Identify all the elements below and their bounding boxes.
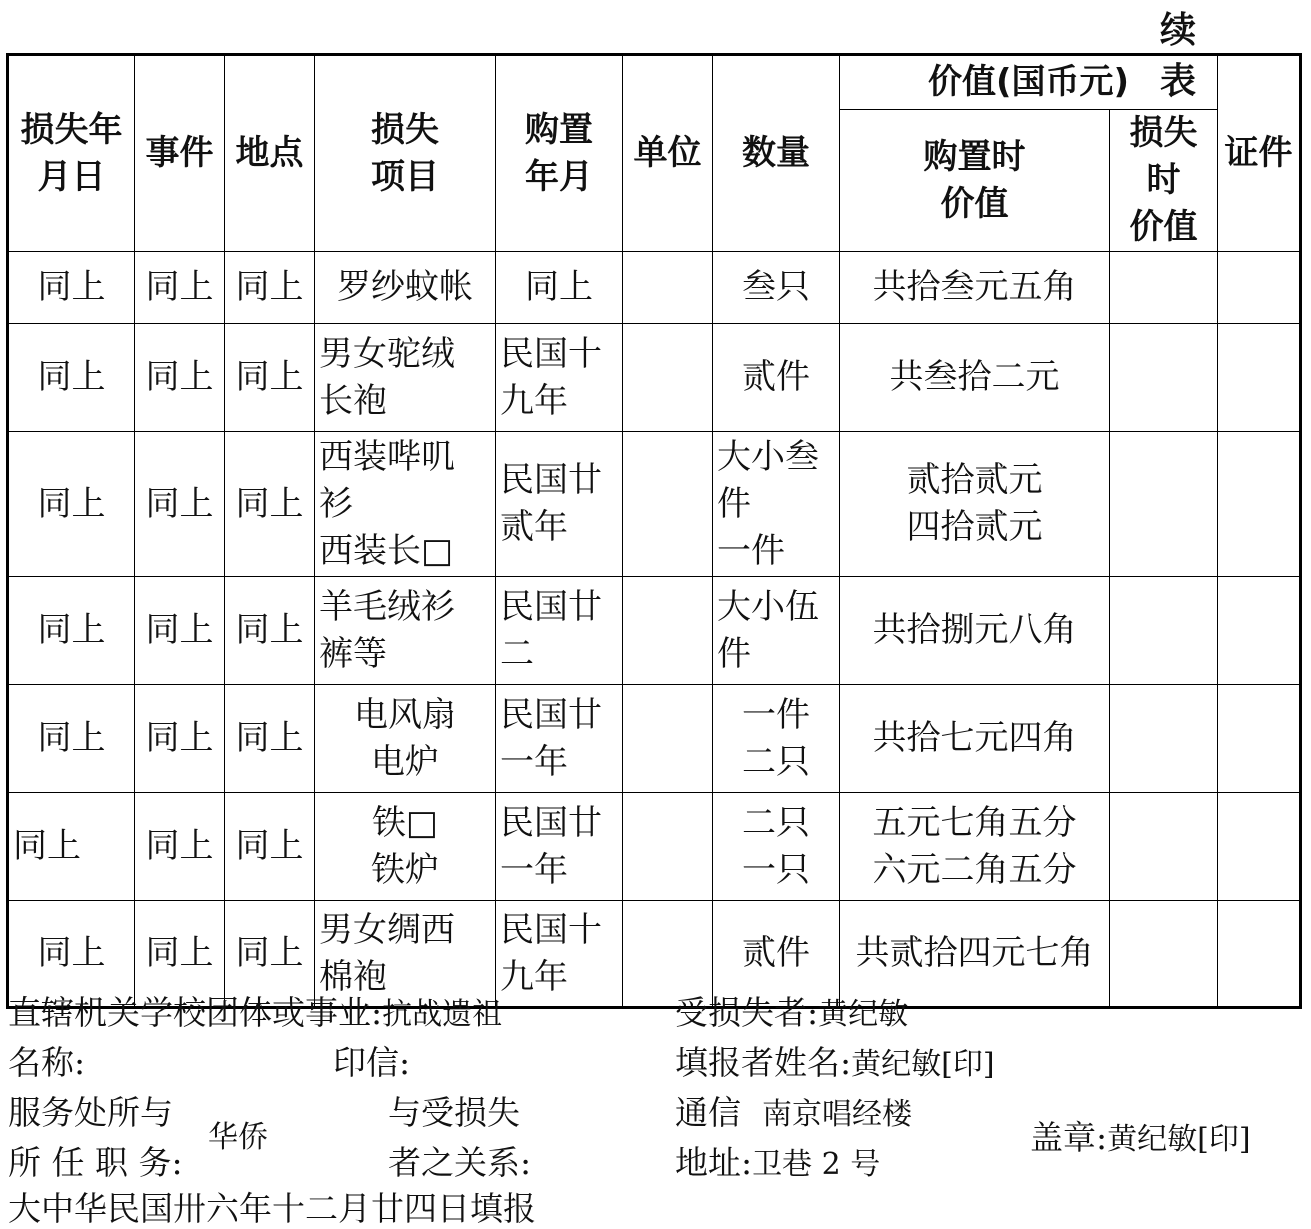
cell-event: 同上 — [135, 793, 225, 901]
cell-evidence — [1218, 577, 1301, 685]
cell-place: 同上 — [225, 252, 315, 324]
cell-date: 同上 — [8, 793, 135, 901]
cell-event: 同上 — [135, 252, 225, 324]
cell-evidence — [1218, 432, 1301, 577]
victim-label: 受损失者:黄纪敏 — [675, 993, 909, 1032]
cell-item: 男女驼绒 长袍 — [315, 324, 496, 432]
cell-evidence — [1218, 793, 1301, 901]
cell-evidence — [1218, 252, 1301, 324]
cell-place: 同上 — [225, 577, 315, 685]
cell-value: 共拾捌元八角 — [840, 577, 1110, 685]
header-value-purchase: 购置时 价值 — [840, 110, 1110, 252]
cell-purchase: 民国廿 二 — [496, 577, 623, 685]
cell-loss-value — [1110, 577, 1218, 685]
cell-value: 共叁拾二元 — [840, 324, 1110, 432]
header-unit: 单位 — [623, 55, 713, 252]
cell-loss-value — [1110, 901, 1218, 1008]
cell-value: 五元七角五分 六元二角五分 — [840, 793, 1110, 901]
cell-unit — [623, 577, 713, 685]
cell-value: 共拾叁元五角 — [840, 252, 1110, 324]
cell-evidence — [1218, 685, 1301, 793]
cell-event: 同上 — [135, 577, 225, 685]
header-place: 地点 — [225, 55, 315, 252]
cell-event: 同上 — [135, 432, 225, 577]
reporter-label: 填报者姓名:黄纪敏[印] — [675, 1043, 995, 1082]
header-purchase-date: 购置 年月 — [496, 55, 623, 252]
cell-unit — [623, 685, 713, 793]
header-quantity: 数量 — [713, 55, 840, 252]
cell-qty: 大小伍 件 — [713, 577, 840, 685]
cell-place: 同上 — [225, 432, 315, 577]
cell-date: 同上 — [8, 252, 135, 324]
cell-loss-value — [1110, 685, 1218, 793]
table-row — [8, 252, 1301, 324]
cell-event: 同上 — [135, 685, 225, 793]
stamp-label: 盖章:黄纪敏[印] — [1030, 1118, 1251, 1157]
cell-date: 同上 — [8, 324, 135, 432]
header-value-group: 价值(国币元) — [840, 55, 1218, 110]
relation-label: 与受损失 — [388, 1093, 520, 1132]
cell-purchase: 民国廿 一年 — [496, 793, 623, 901]
cell-place: 同上 — [225, 901, 315, 1008]
cell-date: 同上 — [8, 685, 135, 793]
cell-value: 共贰拾四元七角 — [840, 901, 1110, 1008]
table-row — [8, 793, 1301, 901]
cell-qty: 叁只 — [713, 252, 840, 324]
org-name-label: 直辖机关学校团体或事业:抗战遗祖 — [8, 993, 503, 1032]
cell-loss-value — [1110, 793, 1218, 901]
cell-item: 羊毛绒衫 裤等 — [315, 577, 496, 685]
header-value-loss: 损失时 价值 — [1110, 110, 1218, 252]
cell-unit — [623, 252, 713, 324]
header-item: 损失 项目 — [315, 55, 496, 252]
cell-item: 西装哔叽 衫 西装长□ — [315, 432, 496, 577]
relation-label-cont: 者之关系: — [388, 1143, 532, 1182]
cell-purchase: 民国廿 贰年 — [496, 432, 623, 577]
cell-loss-value — [1110, 432, 1218, 577]
cell-item: 铁□ 铁炉 — [315, 793, 496, 901]
cell-qty: 一件 二只 — [713, 685, 840, 793]
cell-purchase: 同上 — [496, 252, 623, 324]
cell-date: 同上 — [8, 577, 135, 685]
office-label: 服务处所与 — [8, 1093, 173, 1132]
header-loss-date: 损失年 月日 — [8, 55, 135, 252]
victim-value: 黄纪敏 — [818, 997, 909, 1032]
reporter-value: 黄纪敏[印] — [851, 1047, 995, 1082]
header-evidence: 证件 — [1218, 55, 1301, 252]
cell-value: 共拾七元四角 — [840, 685, 1110, 793]
cell-item: 男女绸西 棉袍 — [315, 901, 496, 1008]
cell-unit — [623, 901, 713, 1008]
org-name-label-cont: 名称: — [8, 1043, 86, 1082]
office-label-cont: 所 任 职 务: — [8, 1143, 183, 1182]
cell-qty: 二只 一只 — [713, 793, 840, 901]
cell-loss-value — [1110, 324, 1218, 432]
table-row — [8, 432, 1301, 577]
cell-qty: 贰件 — [713, 901, 840, 1008]
cell-unit — [623, 432, 713, 577]
cell-purchase: 民国十 九年 — [496, 324, 623, 432]
cell-unit — [623, 793, 713, 901]
table-row — [8, 324, 1301, 432]
cell-purchase: 民国廿 一年 — [496, 685, 623, 793]
cell-date: 同上 — [8, 901, 135, 1008]
table-row — [8, 685, 1301, 793]
continued-table-label: 续 表 — [1160, 10, 1227, 102]
table-row — [8, 901, 1301, 1008]
cell-item: 电风扇 电炉 — [315, 685, 496, 793]
cell-qty: 大小叁 件 一件 — [713, 432, 840, 577]
cell-item: 罗纱蚊帐 — [315, 252, 496, 324]
cell-unit — [623, 324, 713, 432]
stamp-value: 黄纪敏[印] — [1107, 1122, 1251, 1157]
cell-place: 同上 — [225, 685, 315, 793]
header-event: 事件 — [135, 55, 225, 252]
address-label: 通信 南京唱经楼 — [675, 1093, 912, 1132]
cell-loss-value — [1110, 252, 1218, 324]
cell-qty: 贰件 — [713, 324, 840, 432]
org-name-value: 抗战遗祖 — [382, 997, 503, 1032]
cell-place: 同上 — [225, 793, 315, 901]
cell-place: 同上 — [225, 324, 315, 432]
cell-purchase: 民国十 九年 — [496, 901, 623, 1008]
cell-event: 同上 — [135, 324, 225, 432]
address-value-cont: 卫巷 2 号 — [752, 1147, 881, 1182]
table-row — [8, 577, 1301, 685]
address-value: 南京唱经楼 — [761, 1097, 912, 1132]
cell-date: 同上 — [8, 432, 135, 577]
report-date: 大中华民国卅六年十二月廿四日填报 — [8, 1189, 536, 1228]
office-value: 华侨 — [208, 1120, 268, 1155]
cell-value: 贰拾贰元 四拾贰元 — [840, 432, 1110, 577]
cell-evidence — [1218, 901, 1301, 1008]
cell-evidence — [1218, 324, 1301, 432]
address-label-cont: 地址:卫巷 2 号 — [675, 1143, 881, 1182]
loss-report-table — [6, 53, 1302, 1009]
cell-event: 同上 — [135, 901, 225, 1008]
seal-label: 印信: — [333, 1043, 411, 1082]
